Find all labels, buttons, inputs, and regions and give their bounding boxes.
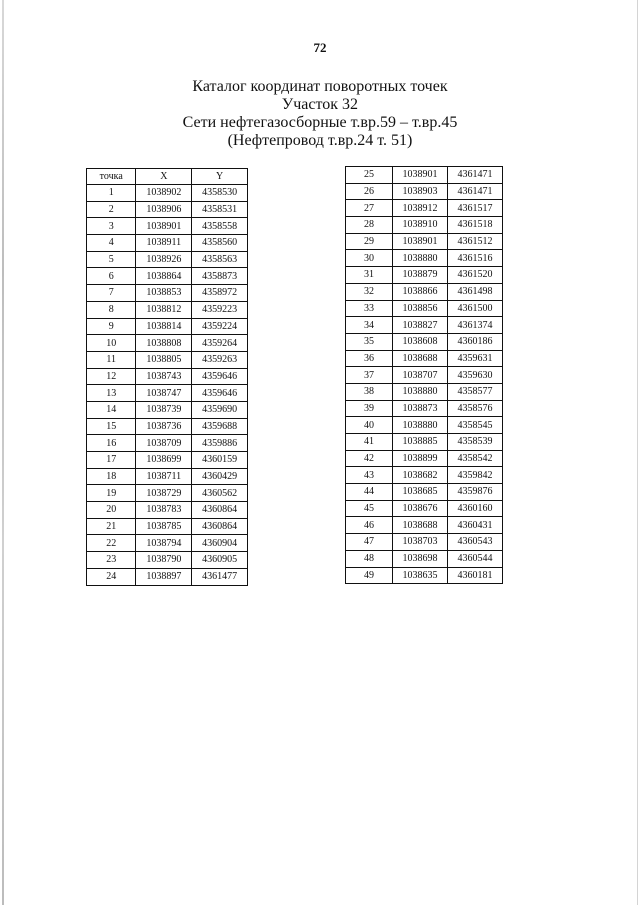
- cell-x: 1038703: [393, 534, 448, 551]
- cell-x: 1038812: [136, 301, 192, 318]
- cell-x: 1038685: [393, 484, 448, 501]
- table-row: [87, 502, 248, 519]
- cell-x: 1038897: [136, 568, 192, 585]
- cell-x: 1038853: [136, 285, 192, 302]
- table-row: [346, 517, 503, 534]
- table-row: [346, 367, 503, 384]
- cell-x: 1038911: [136, 235, 192, 252]
- cell-y: 4360543: [448, 534, 503, 551]
- cell-point: 22: [87, 535, 136, 552]
- cell-x: 1038866: [393, 283, 448, 300]
- table-row: [87, 518, 248, 535]
- cell-point: 45: [346, 500, 393, 517]
- cell-point: 5: [87, 251, 136, 268]
- cell-x: 1038739: [136, 401, 192, 418]
- cell-point: 34: [346, 317, 393, 334]
- cell-y: 4359688: [192, 418, 248, 435]
- cell-point: 25: [346, 167, 393, 184]
- cell-y: 4358545: [448, 417, 503, 434]
- cell-point: 41: [346, 434, 393, 451]
- cell-x: 1038783: [136, 502, 192, 519]
- cell-y: 4361500: [448, 300, 503, 317]
- cell-y: 4361471: [448, 183, 503, 200]
- cell-x: 1038699: [136, 452, 192, 469]
- cell-point: 49: [346, 567, 393, 584]
- cell-y: 4360562: [192, 485, 248, 502]
- table-row: [346, 300, 503, 317]
- cell-point: 13: [87, 385, 136, 402]
- cell-x: 1038808: [136, 335, 192, 352]
- table-header-row: [87, 169, 248, 185]
- cell-point: 4: [87, 235, 136, 252]
- cell-point: 20: [87, 502, 136, 519]
- cell-x: 1038879: [393, 267, 448, 284]
- header-y: Y: [192, 169, 248, 185]
- cell-y: 4361374: [448, 317, 503, 334]
- cell-x: 1038827: [393, 317, 448, 334]
- cell-y: 4358576: [448, 400, 503, 417]
- table-row: [87, 435, 248, 452]
- cell-point: 28: [346, 217, 393, 234]
- table-row: [346, 484, 503, 501]
- table-row: [346, 167, 503, 184]
- table-row: [346, 550, 503, 567]
- cell-point: 12: [87, 368, 136, 385]
- cell-y: 4361518: [448, 217, 503, 234]
- cell-y: 4359264: [192, 335, 248, 352]
- cell-point: 9: [87, 318, 136, 335]
- cell-y: 4359842: [448, 467, 503, 484]
- cell-point: 19: [87, 485, 136, 502]
- cell-point: 29: [346, 233, 393, 250]
- table-row: [87, 185, 248, 202]
- cell-x: 1038747: [136, 385, 192, 402]
- cell-x: 1038880: [393, 417, 448, 434]
- cell-point: 38: [346, 383, 393, 400]
- cell-y: 4360181: [448, 567, 503, 584]
- cell-point: 6: [87, 268, 136, 285]
- table-row: [346, 534, 503, 551]
- cell-point: 37: [346, 367, 393, 384]
- table-row: [87, 285, 248, 302]
- document-title: [0, 78, 640, 150]
- table-row: [87, 268, 248, 285]
- table-row: [87, 535, 248, 552]
- cell-y: 4358539: [448, 434, 503, 451]
- title-line-network: Сети нефтегазосборные т.вр.59 – т.вр.45: [182, 114, 458, 131]
- table-row: [87, 552, 248, 569]
- cell-point: 3: [87, 218, 136, 235]
- cell-x: 1038880: [393, 250, 448, 267]
- cell-x: 1038899: [393, 450, 448, 467]
- cell-y: 4359646: [192, 368, 248, 385]
- cell-y: 4358577: [448, 383, 503, 400]
- cell-y: 4360160: [448, 500, 503, 517]
- cell-x: 1038873: [393, 400, 448, 417]
- cell-y: 4358560: [192, 235, 248, 252]
- cell-point: 14: [87, 401, 136, 418]
- table-row: [346, 317, 503, 334]
- cell-point: 23: [87, 552, 136, 569]
- cell-y: 4361517: [448, 200, 503, 217]
- table-row: [346, 217, 503, 234]
- cell-y: 4359631: [448, 350, 503, 367]
- cell-y: 4361520: [448, 267, 503, 284]
- table-row: [346, 183, 503, 200]
- table-row: [346, 233, 503, 250]
- cell-point: 35: [346, 333, 393, 350]
- cell-x: 1038711: [136, 468, 192, 485]
- table-row: [346, 400, 503, 417]
- title-line-section: Участок 32: [281, 96, 359, 113]
- cell-x: 1038880: [393, 383, 448, 400]
- cell-point: 26: [346, 183, 393, 200]
- cell-x: 1038688: [393, 517, 448, 534]
- header-x: X: [136, 169, 192, 185]
- table-row: [87, 485, 248, 502]
- cell-point: 36: [346, 350, 393, 367]
- cell-point: 39: [346, 400, 393, 417]
- coordinates-table-right: [345, 166, 503, 584]
- table-row: [87, 235, 248, 252]
- cell-point: 11: [87, 351, 136, 368]
- cell-point: 18: [87, 468, 136, 485]
- cell-y: 4361477: [192, 568, 248, 585]
- cell-x: 1038785: [136, 518, 192, 535]
- title-line-pipeline: (Нефтепровод т.вр.24 т. 51): [227, 132, 413, 149]
- cell-point: 2: [87, 201, 136, 218]
- cell-x: 1038790: [136, 552, 192, 569]
- cell-y: 4359224: [192, 318, 248, 335]
- cell-y: 4360429: [192, 468, 248, 485]
- table-row: [87, 351, 248, 368]
- cell-x: 1038903: [393, 183, 448, 200]
- table-row: [346, 283, 503, 300]
- cell-point: 33: [346, 300, 393, 317]
- table-row: [346, 250, 503, 267]
- cell-point: 44: [346, 484, 393, 501]
- cell-x: 1038912: [393, 200, 448, 217]
- table-row: [87, 468, 248, 485]
- cell-point: 24: [87, 568, 136, 585]
- cell-y: 4359263: [192, 351, 248, 368]
- table-row: [346, 350, 503, 367]
- cell-y: 4359876: [448, 484, 503, 501]
- cell-y: 4359646: [192, 385, 248, 402]
- cell-point: 16: [87, 435, 136, 452]
- table-row: [346, 434, 503, 451]
- cell-point: 30: [346, 250, 393, 267]
- cell-x: 1038688: [393, 350, 448, 367]
- table-row: [87, 385, 248, 402]
- cell-x: 1038676: [393, 500, 448, 517]
- cell-y: 4360431: [448, 517, 503, 534]
- table-row: [87, 201, 248, 218]
- table-row: [87, 368, 248, 385]
- cell-point: 47: [346, 534, 393, 551]
- table-row: [87, 335, 248, 352]
- cell-x: 1038814: [136, 318, 192, 335]
- cell-point: 31: [346, 267, 393, 284]
- cell-x: 1038608: [393, 333, 448, 350]
- cell-point: 43: [346, 467, 393, 484]
- cell-x: 1038698: [393, 550, 448, 567]
- cell-y: 4361512: [448, 233, 503, 250]
- table-row: [346, 333, 503, 350]
- coordinates-table-left-body: [87, 185, 248, 586]
- table-row: [346, 200, 503, 217]
- header-point: точка: [87, 169, 136, 185]
- cell-x: 1038682: [393, 467, 448, 484]
- table-row: [346, 267, 503, 284]
- cell-x: 1038910: [393, 217, 448, 234]
- cell-y: 4360186: [448, 333, 503, 350]
- cell-y: 4358563: [192, 251, 248, 268]
- cell-x: 1038736: [136, 418, 192, 435]
- cell-point: 32: [346, 283, 393, 300]
- cell-point: 10: [87, 335, 136, 352]
- cell-y: 4359630: [448, 367, 503, 384]
- cell-x: 1038856: [393, 300, 448, 317]
- title-line-catalog: Каталог координат поворотных точек: [192, 78, 448, 95]
- cell-y: 4358530: [192, 185, 248, 202]
- table-row: [346, 417, 503, 434]
- cell-point: 8: [87, 301, 136, 318]
- cell-y: 4360864: [192, 518, 248, 535]
- cell-y: 4359223: [192, 301, 248, 318]
- cell-point: 1: [87, 185, 136, 202]
- table-row: [346, 467, 503, 484]
- cell-x: 1038707: [393, 367, 448, 384]
- cell-point: 46: [346, 517, 393, 534]
- table-row: [87, 251, 248, 268]
- cell-point: 40: [346, 417, 393, 434]
- table-row: [87, 318, 248, 335]
- cell-x: 1038901: [136, 218, 192, 235]
- cell-y: 4361516: [448, 250, 503, 267]
- cell-point: 7: [87, 285, 136, 302]
- table-row: [87, 401, 248, 418]
- cell-point: 15: [87, 418, 136, 435]
- cell-point: 48: [346, 550, 393, 567]
- cell-point: 27: [346, 200, 393, 217]
- cell-x: 1038864: [136, 268, 192, 285]
- cell-y: 4360904: [192, 535, 248, 552]
- cell-point: 17: [87, 452, 136, 469]
- cell-x: 1038794: [136, 535, 192, 552]
- cell-point: 42: [346, 450, 393, 467]
- table-row: [87, 418, 248, 435]
- cell-y: 4360905: [192, 552, 248, 569]
- cell-y: 4359690: [192, 401, 248, 418]
- cell-y: 4358542: [448, 450, 503, 467]
- page-number: 72: [313, 40, 327, 55]
- table-row: [346, 450, 503, 467]
- cell-y: 4359886: [192, 435, 248, 452]
- cell-y: 4358558: [192, 218, 248, 235]
- coordinates-table-left: [86, 168, 248, 586]
- cell-x: 1038729: [136, 485, 192, 502]
- table-row: [346, 567, 503, 584]
- table-row: [87, 301, 248, 318]
- cell-x: 1038901: [393, 233, 448, 250]
- cell-x: 1038906: [136, 201, 192, 218]
- table-row: [87, 568, 248, 585]
- cell-y: 4360864: [192, 502, 248, 519]
- table-row: [346, 383, 503, 400]
- cell-x: 1038635: [393, 567, 448, 584]
- table-row: [346, 500, 503, 517]
- cell-x: 1038743: [136, 368, 192, 385]
- cell-y: 4360159: [192, 452, 248, 469]
- cell-y: 4358972: [192, 285, 248, 302]
- table-row: [87, 452, 248, 469]
- cell-y: 4360544: [448, 550, 503, 567]
- cell-x: 1038709: [136, 435, 192, 452]
- cell-y: 4361471: [448, 167, 503, 184]
- cell-x: 1038926: [136, 251, 192, 268]
- table-row: [87, 218, 248, 235]
- cell-point: 21: [87, 518, 136, 535]
- cell-x: 1038805: [136, 351, 192, 368]
- cell-y: 4358873: [192, 268, 248, 285]
- cell-x: 1038902: [136, 185, 192, 202]
- cell-y: 4361498: [448, 283, 503, 300]
- cell-x: 1038885: [393, 434, 448, 451]
- cell-y: 4358531: [192, 201, 248, 218]
- coordinates-table-right-body: [346, 167, 503, 584]
- cell-x: 1038901: [393, 167, 448, 184]
